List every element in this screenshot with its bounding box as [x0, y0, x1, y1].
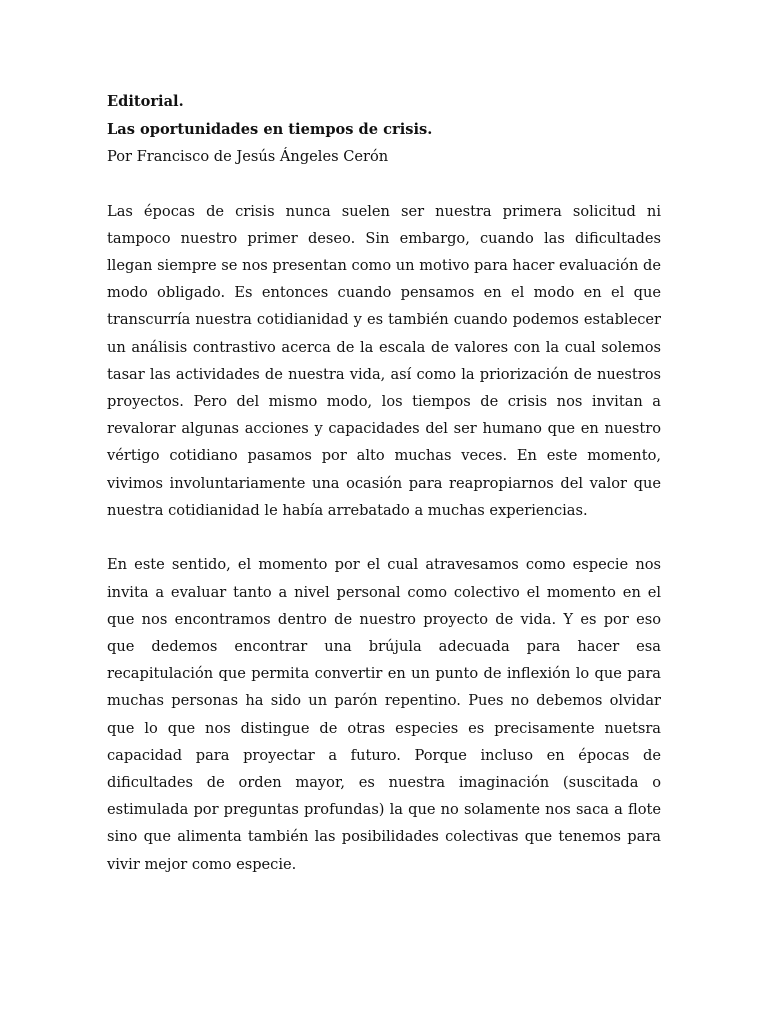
body-paragraph: Las épocas de crisis nunca suelen ser nuestra primera solicitud ni tampoco nuestro primer deseo. Sin embargo, cuando las dificultades llegan siempre se nos presentan como un motivo para hacer evaluación de modo obligado. Es entonces cuando pensamos en el modo en el que transcurría nuestra cotidianidad y es también cuando podemos establecer un análisis contrastivo acerca de la escala de valores con la cual solemos tasar las actividades de nuestra vida, así como la priorización de nuestros proyectos. Pero del mismo modo, los tiempos de crisis nos invitan a revalorar algunas acciones y capacidades del ser humano que en nuestro vértigo cotidiano pasamos por alto muchas veces. En este momento, vivimos involuntariamente una ocasión para reapropiarnos del valor que nuestra cotidianidad le había arrebatado a muchas experiencias. [107, 202, 661, 519]
document-page [107, 88, 661, 905]
section-label: Editorial. [107, 93, 184, 110]
author-byline: Por Francisco de Jesús Ángeles Cerón [107, 148, 389, 165]
body-paragraph: En este sentido, el momento por el cual atravesamos como especie nos invita a evaluar tanto a nivel personal como colectivo el momento en el que nos encontramos dentro de nuestro proyecto de vida. Y es por eso que dedemos encontrar una brújula adecuada para hacer esa recapitulación que permita convertir en un punto de inflexión lo que para muchas personas ha sido un parón repentino. Pues no debemos olvidar que lo que nos distingue de otras especies es precisamente nuetsra capacidad para proyectar a futuro. Porque incluso en épocas de dificultades de orden mayor, es nuestra imaginación (suscitada o estimulada por preguntas profundas) la que no solamente nos saca a flote sino que alimenta también las posibilidades colectivas que tenemos para vivir mejor como especie. [107, 556, 661, 873]
article-title: Las oportunidades en tiempos de crisis. [107, 120, 433, 138]
